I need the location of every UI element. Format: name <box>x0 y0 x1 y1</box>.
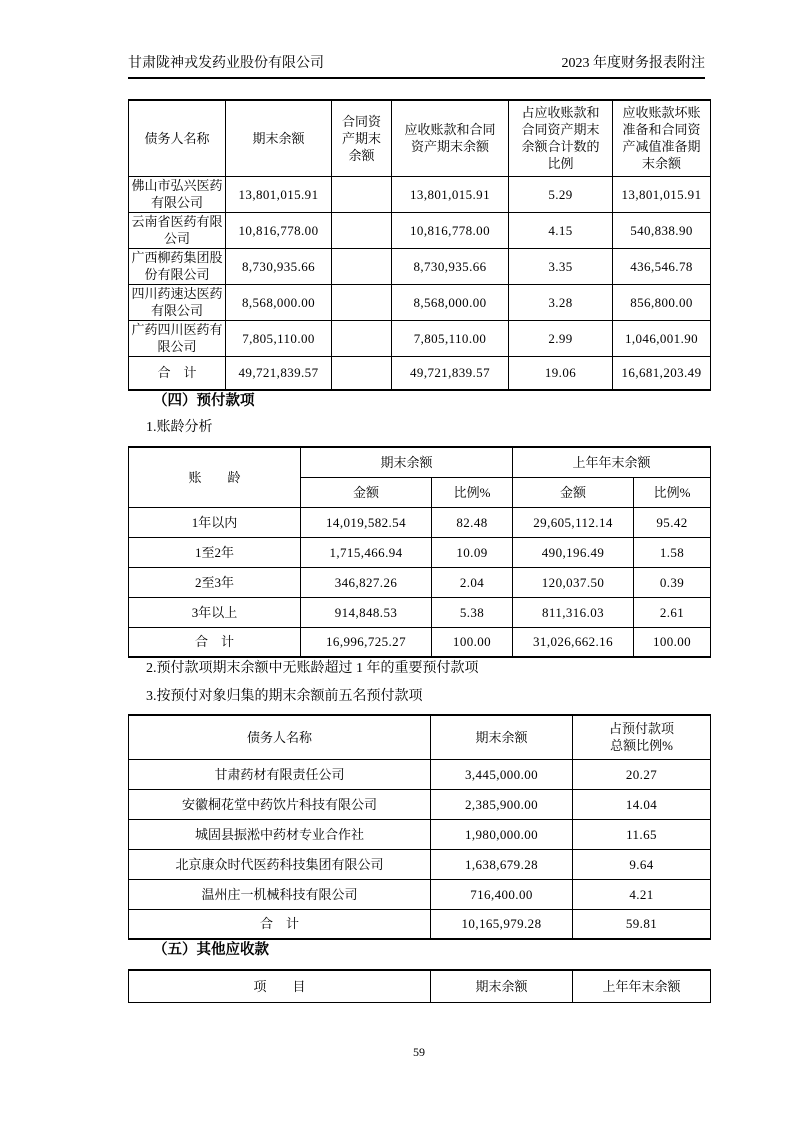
col-header-ending-group: 期末余额 <box>301 447 513 477</box>
combined-balance: 13,801,015.91 <box>392 176 509 212</box>
table-header-row <box>129 715 711 759</box>
age-band: 3年以上 <box>129 597 301 627</box>
table-total-row <box>129 356 711 390</box>
contract-asset <box>332 284 392 320</box>
prior-amount: 29,605,112.14 <box>513 507 634 537</box>
doc-title: 2023 年度财务报表附注 <box>561 56 705 71</box>
item-top5-prepayments: 3.按预付对象归集的期末余额前五名预付款项 <box>146 689 423 704</box>
section-title-other-receivables: （五）其他应收款 <box>153 942 269 958</box>
ending-balance: 716,400.00 <box>431 879 573 909</box>
combined-balance: 10,816,778.00 <box>392 212 509 248</box>
debtor-name: 温州庄一机械科技有限公司 <box>129 879 431 909</box>
prior-ratio: 2.61 <box>634 597 711 627</box>
header-rule <box>128 77 705 79</box>
ratio: 5.38 <box>432 597 513 627</box>
debtor-name: 云南省医药有限公司 <box>129 212 226 248</box>
col-header-ending: 期末余额 <box>226 100 332 176</box>
debtor-name: 四川药速达医药有限公司 <box>129 284 226 320</box>
prior-ratio: 1.58 <box>634 537 711 567</box>
total-label: 合 计 <box>129 627 301 657</box>
table-row <box>129 597 711 627</box>
ratio: 82.48 <box>432 507 513 537</box>
contract-asset <box>332 176 392 212</box>
ending-balance: 10,816,778.00 <box>226 212 332 248</box>
contract-asset <box>332 212 392 248</box>
age-band: 2至3年 <box>129 567 301 597</box>
ending-balance: 1,980,000.00 <box>431 819 573 849</box>
debtor-name: 城固县振淞中药材专业合作社 <box>129 819 431 849</box>
col-header-age: 账 龄 <box>129 447 301 507</box>
ratio: 20.27 <box>573 759 711 789</box>
other-receivables-table <box>128 969 711 1003</box>
col-header-ratio: 比例% <box>432 477 513 507</box>
table-row <box>129 507 711 537</box>
table-row <box>129 320 711 356</box>
note-no-overdue: 2.预付款项期末余额中无账龄超过 1 年的重要预付款项 <box>146 661 479 676</box>
total-label: 合 计 <box>129 356 226 390</box>
debtor-name: 安徽桐花堂中药饮片科技有限公司 <box>129 789 431 819</box>
provision: 1,046,001.90 <box>613 320 711 356</box>
combined-balance: 7,805,110.00 <box>392 320 509 356</box>
provision: 436,546.78 <box>613 248 711 284</box>
table-row <box>129 284 711 320</box>
ratio: 4.15 <box>509 212 613 248</box>
item-aging-analysis: 1.账龄分析 <box>146 420 213 435</box>
ending-balance: 1,638,679.28 <box>431 849 573 879</box>
ending-balance: 7,805,110.00 <box>226 320 332 356</box>
prepayment-table <box>128 714 711 940</box>
table-row <box>129 879 711 909</box>
debtor-name: 北京康众时代医药科技集团有限公司 <box>129 849 431 879</box>
col-header-ending: 期末余额 <box>431 970 573 1002</box>
col-header-prior: 上年年末余额 <box>573 970 711 1002</box>
table-row <box>129 176 711 212</box>
provision: 856,800.00 <box>613 284 711 320</box>
col-header-prior-group: 上年年末余额 <box>513 447 711 477</box>
age-band: 1至2年 <box>129 537 301 567</box>
provision: 540,838.90 <box>613 212 711 248</box>
col-header-ratio: 占应收账款和合同资产期末余额合计数的比例 <box>509 100 613 176</box>
table-row <box>129 849 711 879</box>
table-row <box>129 212 711 248</box>
table-header-row <box>129 447 711 477</box>
amount: 14,019,582.54 <box>301 507 432 537</box>
col-header-ratio: 占预付款项总额比例% <box>573 715 711 759</box>
total-ratio: 19.06 <box>509 356 613 390</box>
table-header-row <box>129 100 711 176</box>
table-row <box>129 537 711 567</box>
ratio: 3.35 <box>509 248 613 284</box>
table-row <box>129 567 711 597</box>
col-header-contract: 合同资产期末余额 <box>332 100 392 176</box>
table-row <box>129 789 711 819</box>
receivables-table <box>128 99 711 391</box>
contract-asset <box>332 320 392 356</box>
ratio: 11.65 <box>573 819 711 849</box>
prior-ratio: 95.42 <box>634 507 711 537</box>
combined-balance: 8,568,000.00 <box>392 284 509 320</box>
debtor-name: 佛山市弘兴医药有限公司 <box>129 176 226 212</box>
contract-asset <box>332 248 392 284</box>
col-header-debtor: 债务人名称 <box>129 715 431 759</box>
ratio: 2.04 <box>432 567 513 597</box>
aging-table <box>128 446 711 658</box>
ratio: 14.04 <box>573 789 711 819</box>
page-number: 59 <box>413 1045 425 1059</box>
prior-amount: 490,196.49 <box>513 537 634 567</box>
total-contract <box>332 356 392 390</box>
section-title-prepayments: （四）预付款项 <box>153 393 255 409</box>
table-total-row <box>129 627 711 657</box>
ratio: 10.09 <box>432 537 513 567</box>
provision: 13,801,015.91 <box>613 176 711 212</box>
page-header <box>128 56 705 72</box>
ratio: 9.64 <box>573 849 711 879</box>
total-combined: 49,721,839.57 <box>392 356 509 390</box>
table-row <box>129 819 711 849</box>
col-header-combined: 应收账款和合同资产期末余额 <box>392 100 509 176</box>
ending-balance: 13,801,015.91 <box>226 176 332 212</box>
col-header-amount: 金额 <box>513 477 634 507</box>
ratio: 2.99 <box>509 320 613 356</box>
col-header-ending: 期末余额 <box>431 715 573 759</box>
col-header-ratio: 比例% <box>634 477 711 507</box>
table-row <box>129 759 711 789</box>
prior-ratio: 0.39 <box>634 567 711 597</box>
ending-balance: 3,445,000.00 <box>431 759 573 789</box>
total-provision: 16,681,203.49 <box>613 356 711 390</box>
table-total-row <box>129 909 711 939</box>
total-ratio: 59.81 <box>573 909 711 939</box>
col-header-provision: 应收账款坏账准备和合同资产减值准备期末余额 <box>613 100 711 176</box>
total-prior-amount: 31,026,662.16 <box>513 627 634 657</box>
total-amount: 16,996,725.27 <box>301 627 432 657</box>
amount: 346,827.26 <box>301 567 432 597</box>
total-ratio: 100.00 <box>432 627 513 657</box>
combined-balance: 8,730,935.66 <box>392 248 509 284</box>
ratio: 4.21 <box>573 879 711 909</box>
debtor-name: 广西柳药集团股份有限公司 <box>129 248 226 284</box>
debtor-name: 广药四川医药有限公司 <box>129 320 226 356</box>
col-header-amount: 金额 <box>301 477 432 507</box>
ending-balance: 2,385,900.00 <box>431 789 573 819</box>
prior-amount: 811,316.03 <box>513 597 634 627</box>
amount: 1,715,466.94 <box>301 537 432 567</box>
age-band: 1年以内 <box>129 507 301 537</box>
table-row <box>129 248 711 284</box>
total-ending: 49,721,839.57 <box>226 356 332 390</box>
ending-balance: 8,730,935.66 <box>226 248 332 284</box>
debtor-name: 甘肃药材有限责任公司 <box>129 759 431 789</box>
ratio: 3.28 <box>509 284 613 320</box>
table-header-row <box>129 970 711 1002</box>
col-header-debtor: 债务人名称 <box>129 100 226 176</box>
ratio: 5.29 <box>509 176 613 212</box>
prior-amount: 120,037.50 <box>513 567 634 597</box>
total-prior-ratio: 100.00 <box>634 627 711 657</box>
total-ending: 10,165,979.28 <box>431 909 573 939</box>
company-name: 甘肃陇神戎发药业股份有限公司 <box>128 56 324 71</box>
ending-balance: 8,568,000.00 <box>226 284 332 320</box>
col-header-item: 项 目 <box>129 970 431 1002</box>
total-label: 合 计 <box>129 909 431 939</box>
amount: 914,848.53 <box>301 597 432 627</box>
